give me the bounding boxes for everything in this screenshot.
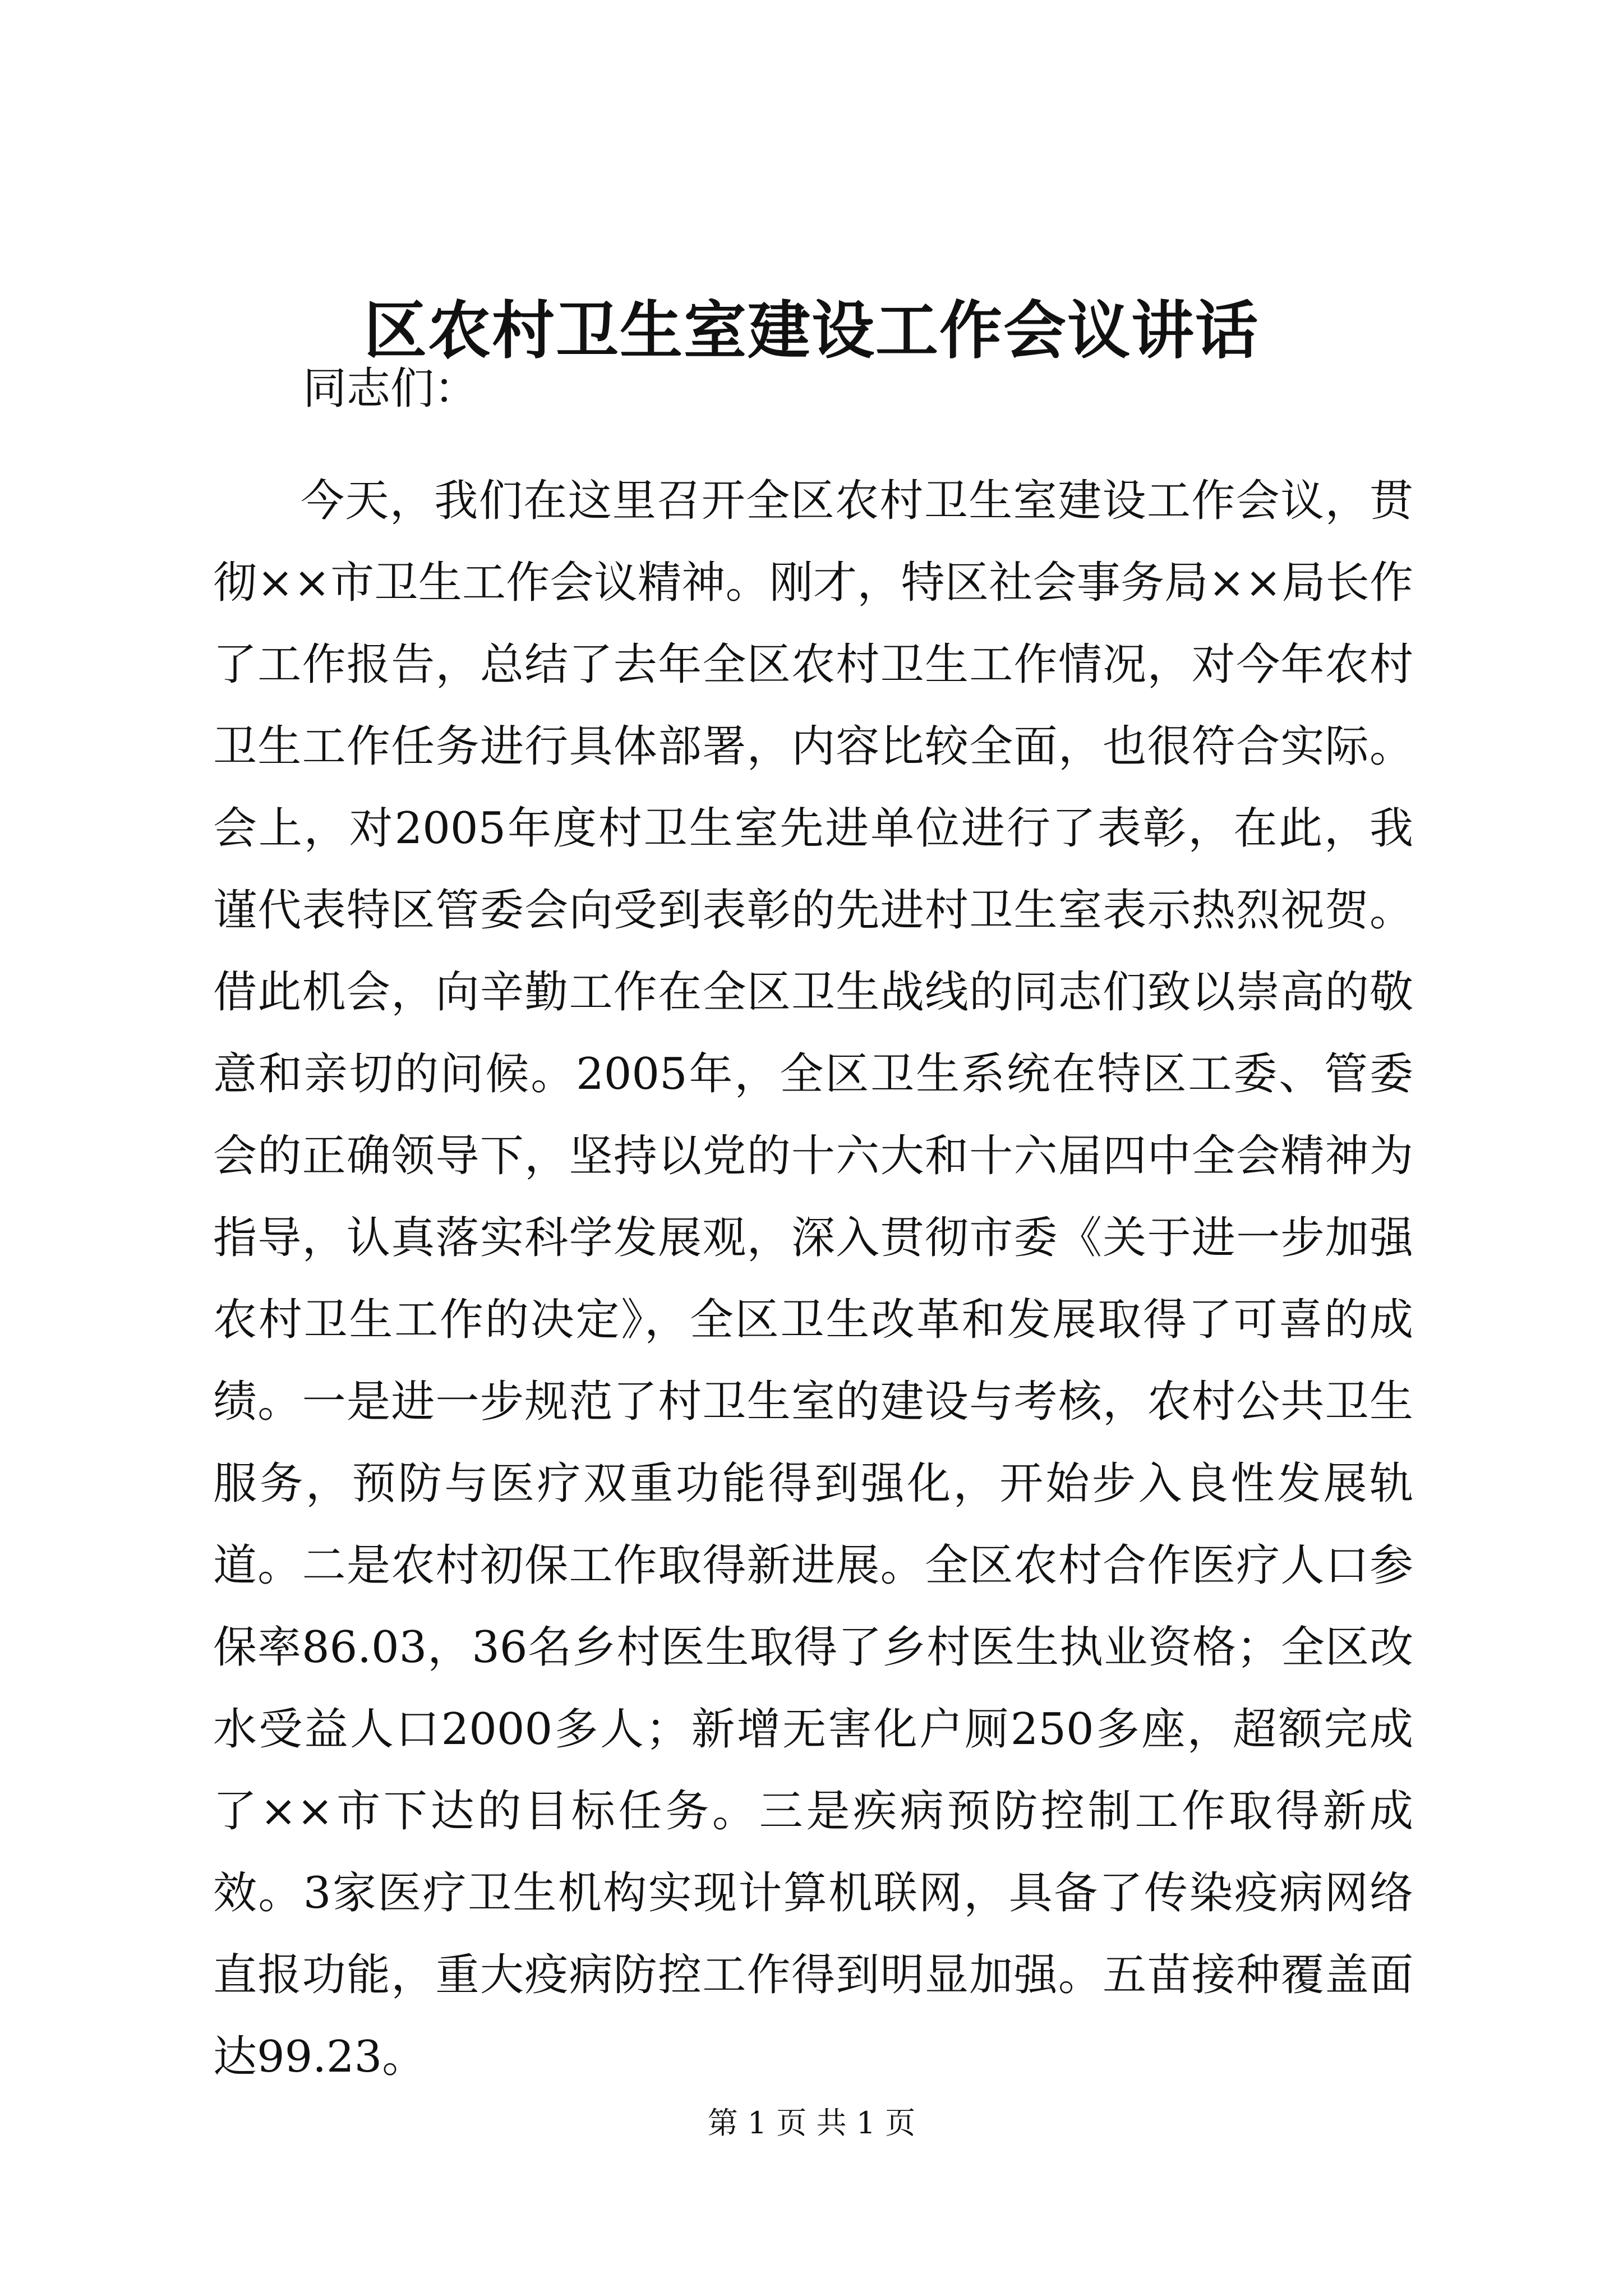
salutation: 同志们： bbox=[303, 364, 478, 414]
body-paragraph: 今天，我们在这里召开全区农村卫生室建设工作会议，贯彻××市卫生工作会议精神。刚才，特区社会事务局××局长作了工作报告，总结了去年全区农村卫生工作情况，对今年农村卫生工作任务进行具体部署，内容比较全面，也很符合实际。会上，对2005年度村卫生室先进单位进行了表彰，在此，我谨代表特区管委会向受到表彰的先进村卫生室表示热烈祝贺。借此机会，向辛勤工作在全区卫生战线的同志们致以崇高的敬意和亲切的问候。2005年，全区卫生系统在特区工委、管委会的正确领导下，坚持以党的十六大和十六届四中全会精神为指导，认真落实科学发展观，深入贯彻市委《关于进一步加强农村卫生工作的决定》，全区卫生改革和发展取得了可喜的成绩。一是进一步规范了村卫生室的建设与考核，农村公共卫生服务，预防与医疗双重功能得到强化，开始步入良性发展轨道。二是农村初保工作取得新进展。全区农村合作医疗人口参保率86.03，36名乡村医生取得了乡村医生执业资格；全区改水受益人口2000多人；新增无害化户厕250多座，超额完成了××市下达的目标任务。三是疾病预防控制工作取得新成效。3家医疗卫生机构实现计算机联网，具备了传染疫病网络直报功能，重大疫病防控工作得到明显加强。五苗接种覆盖面达99.23。 bbox=[213, 476, 1413, 2082]
page-footer: 第 1 页 共 1 页 bbox=[707, 2105, 916, 2141]
document-title: 区农村卫生室建设工作会议讲话 bbox=[364, 294, 1259, 367]
